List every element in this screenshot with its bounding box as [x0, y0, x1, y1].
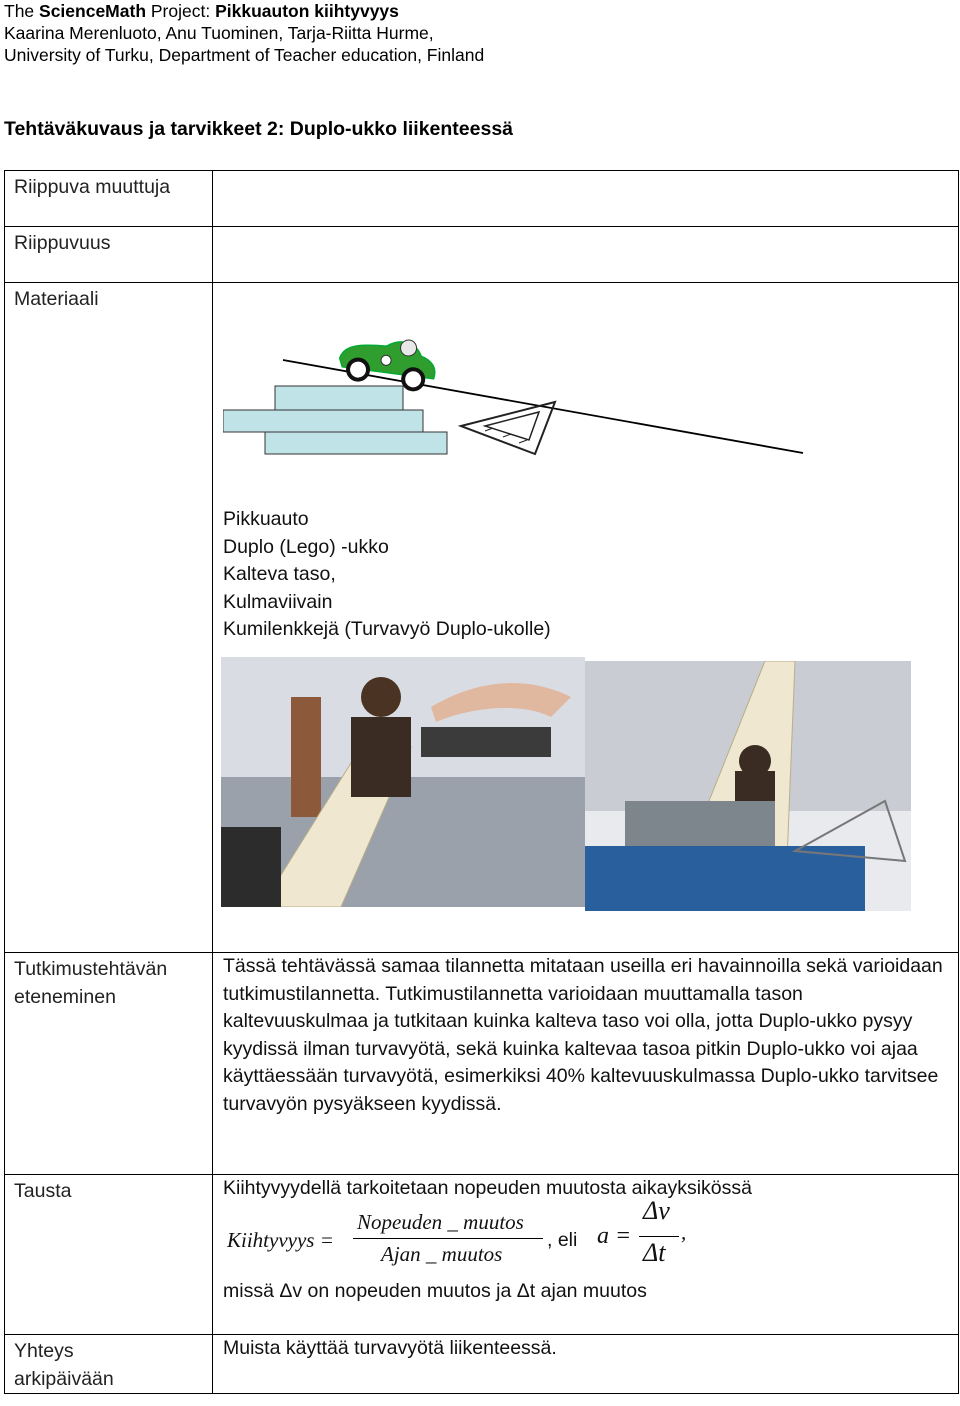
label-everyday-line-1: Yhteys	[14, 1340, 74, 1362]
value-everyday: Muista käyttää turvavyötä liikenteessä.	[213, 1335, 959, 1394]
block-bottom	[265, 432, 447, 454]
row-everyday	[5, 1335, 959, 1394]
affiliation: University of Turku, Department of Teacher education, Finland	[4, 45, 485, 65]
material-item: Duplo (Lego) -ukko	[223, 535, 389, 558]
fraction-bar	[353, 1238, 543, 1240]
label-progress-line-2: eteneminen	[14, 986, 116, 1008]
label-background: Tausta	[5, 1175, 213, 1335]
row-dependent-variable	[5, 171, 959, 227]
document-header	[4, 0, 484, 66]
formula-a-eq: a =	[597, 1222, 632, 1249]
value-material	[213, 283, 959, 953]
formula-eli: , eli	[547, 1228, 578, 1251]
background-outro: missä Δv on nopeuden muutos ja Δt ajan muutos	[223, 1279, 647, 1302]
photo-clamp-seatbelt	[221, 657, 585, 907]
header-prefix: The	[4, 1, 40, 21]
fraction-bar-2	[639, 1236, 679, 1238]
label-dependent-variable: Riippuva muuttuja	[5, 171, 213, 227]
block-middle	[223, 410, 423, 432]
label-material: Materiaali	[5, 283, 213, 953]
block-top	[275, 386, 403, 410]
formula-denominator: Ajan _ muutos	[381, 1241, 503, 1266]
formula-comma: ,	[681, 1219, 687, 1244]
authors: Kaarina Merenluoto, Anu Tuominen, Tarja-Riitta Hurme,	[4, 23, 434, 43]
photo-duplo-figure	[585, 661, 911, 911]
toy-car-icon	[337, 329, 440, 393]
photo-row	[221, 657, 950, 909]
header-mid: Project:	[146, 1, 216, 21]
label-everyday-line-2: arkipäivään	[14, 1368, 114, 1390]
material-item: Kulmaviivain	[223, 590, 333, 613]
background-intro: Kiihtyvyydellä tarkoitetaan nopeuden muutosta aikayksikössä	[223, 1177, 752, 1199]
label-progress	[5, 953, 213, 1175]
row-background	[5, 1175, 959, 1335]
label-dependency: Riippuvuus	[5, 227, 213, 283]
value-dependency	[213, 227, 959, 283]
triangle-ruler-icon	[461, 402, 555, 454]
formula-numerator: Nopeuden _ muutos	[357, 1209, 524, 1234]
material-item: Pikkuauto	[223, 508, 309, 530]
value-progress: Tässä tehtävässä samaa tilannetta mitataan useilla eri havainnoilla sekä varioidaan tutkimustilannetta. Tutkimustilannetta varioidaan muuttamalla tason kaltevuuskulmaa ja tutkitaan kuinka kalteva taso voi olla, jotta Duplo-ukko pysyy kyydissä ilman turvavyötä, sekä kuinka kaltevaa tasoa pitkin Duplo-ukko voi ajaa käyttäessään turvavyötä, esimerkiksi 40% kaltevuuskulmassa Duplo-ukko tarvitsee turvavyön pysyäkseen kyydissä.	[213, 953, 959, 1175]
label-everyday	[5, 1335, 213, 1394]
task-table	[4, 170, 959, 1394]
material-item: Kalteva taso,	[223, 563, 336, 585]
formula-delta-t: Δt	[643, 1237, 666, 1267]
topic-name: Pikkuauton kiihtyvyys	[215, 1, 399, 21]
material-item: Kumilenkkejä (Turvavyö Duplo-ukolle)	[223, 618, 551, 640]
material-list	[223, 506, 950, 644]
value-background	[213, 1175, 959, 1335]
incline-diagram	[223, 298, 823, 468]
page-title: Tehtäväkuvaus ja tarvikkeet 2: Duplo-ukko liikenteessä	[4, 118, 514, 140]
formula-delta-v: Δv	[643, 1195, 670, 1225]
row-dependency	[5, 227, 959, 283]
value-dependent-variable	[213, 171, 959, 227]
row-progress	[5, 953, 959, 1175]
formula-lhs: Kiihtyvyys =	[227, 1227, 334, 1252]
row-material	[5, 283, 959, 953]
header-line-1	[4, 0, 484, 22]
project-name: ScienceMath	[39, 1, 147, 21]
label-progress-line-1: Tutkimustehtävän	[14, 958, 168, 980]
acceleration-formula	[223, 1195, 950, 1278]
